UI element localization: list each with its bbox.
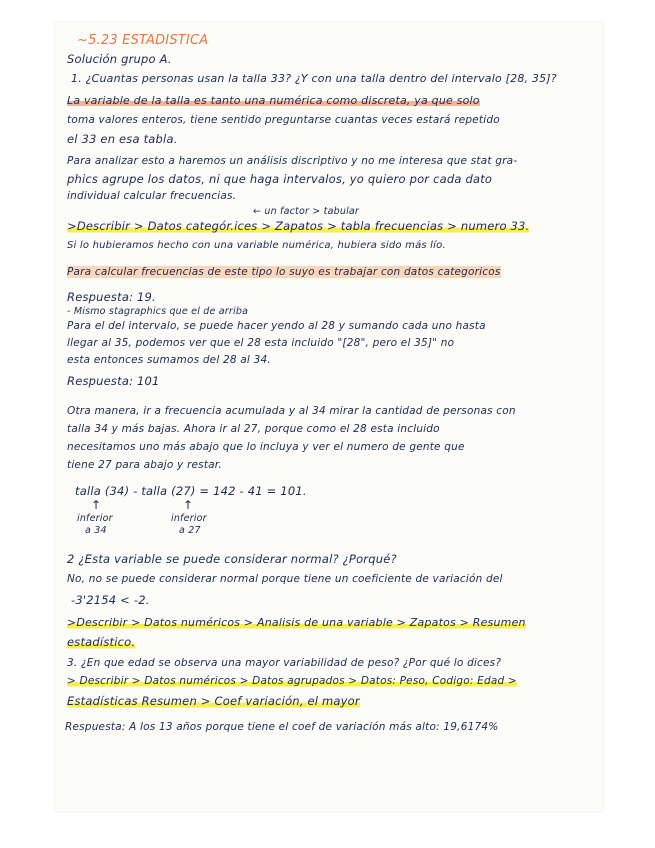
q1-formula: talla (34) - talla (27) = 142 - 41 = 101. — [75, 484, 307, 498]
q1-line-6: phics agrupe los datos, ni que haga intervalos, yo quiero por cada dato — [67, 172, 493, 186]
q1-answer-1: Respuesta: 19. — [67, 290, 156, 304]
q2-menu-path: >Describir > Datos numéricos > Analisis de una variable > Zapatos > Resumen — [67, 616, 526, 629]
q1-alt-4: tiene 27 para abajo y restar. — [67, 459, 222, 471]
q1-alt-1: Otra manera, ir a frecuencia acumulada y al 34 mirar la cantidad de personas con — [67, 405, 516, 417]
q3-answer: Respuesta: A los 13 años porque tiene el coef de variación más alto: 19,6174% — [65, 721, 499, 733]
q1-step-1: - Mismo stagraphics que el de arriba — [67, 306, 249, 317]
q1-step-2: Para el del intervalo, se puede hacer yendo al 28 y sumando cada uno hasta — [67, 320, 486, 332]
label-inferior-27-b: a 27 — [179, 525, 201, 536]
q1-line-4: el 33 en esa tabla. — [67, 132, 178, 146]
q1-answer-2: Respuesta: 101 — [67, 374, 160, 388]
q2-line-3: -3'2154 < -2. — [71, 593, 150, 607]
q1-orange-line: Para calcular frecuencias de este tipo lo suyo es trabajar con datos categoricos — [67, 266, 501, 278]
label-inferior-27-a: inferior — [171, 513, 207, 524]
label-inferior-34-b: a 34 — [85, 525, 107, 536]
arrow-up-icon: ↑ — [91, 498, 102, 512]
q1-line-7: individual calcular frecuencias. — [67, 190, 237, 202]
q1-highlight-line: La variable de la talla es tanto una numérica como discreta, ya que solo — [67, 94, 480, 107]
q2-menu-path-end: estadístico. — [67, 635, 136, 649]
q3-menu-path-end: Estadísticas Resumen > Coef variación, el mayor — [67, 694, 360, 708]
q2-line-2: No, no se puede considerar normal porque tiene un coeficiente de variación del — [67, 573, 503, 585]
q1-alt-3: necesitamos uno más abajo que lo incluya y ver el numero de gente que — [67, 441, 465, 453]
label-inferior-34-a: inferior — [77, 513, 113, 524]
page-subheader: Solución grupo A. — [67, 52, 172, 66]
notebook-page — [55, 22, 603, 812]
page-header: ~5.23 ESTADISTICA — [77, 33, 209, 48]
q1-menu-path: >Describir > Datos categór.ices > Zapatos > tabla frecuencias > numero 33. — [67, 219, 530, 233]
q3-menu-path: > Describir > Datos numéricos > Datos agrupados > Datos: Peso, Codigo: Edad > — [67, 675, 517, 687]
q1-step-4: esta entonces sumamos del 28 al 34. — [67, 354, 271, 366]
q1-line-9: Si lo hubieramos hecho con una variable numérica, hubiera sido más lío. — [67, 240, 446, 251]
q1-line-3: toma valores enteros, tiene sentido preguntarse cuantas veces estará repetido — [67, 114, 500, 126]
question-2: 2 ¿Esta variable se puede considerar normal? ¿Porqué? — [67, 552, 397, 566]
question-3: 3. ¿En que edad se observa una mayor variabilidad de peso? ¿Por qué lo dices? — [67, 657, 502, 669]
arrow-up-icon: ↑ — [183, 498, 194, 512]
q1-step-3: llegar al 35, podemos ver que el 28 esta incluido "[28", pero el 35]" no — [67, 337, 455, 349]
q1-line-5: Para analizar esto a haremos un análisis discriptivo y no me interesa que stat gra- — [67, 155, 518, 167]
question-1: 1. ¿Cuantas personas usan la talla 33? ¿Y con una talla dentro del intervalo [28, 35]? — [71, 72, 557, 85]
q1-alt-2: talla 34 y más bajas. Ahora ir al 27, porque como el 28 esta incluido — [67, 423, 440, 435]
q1-note-above: ← un factor > tabular — [253, 206, 360, 217]
